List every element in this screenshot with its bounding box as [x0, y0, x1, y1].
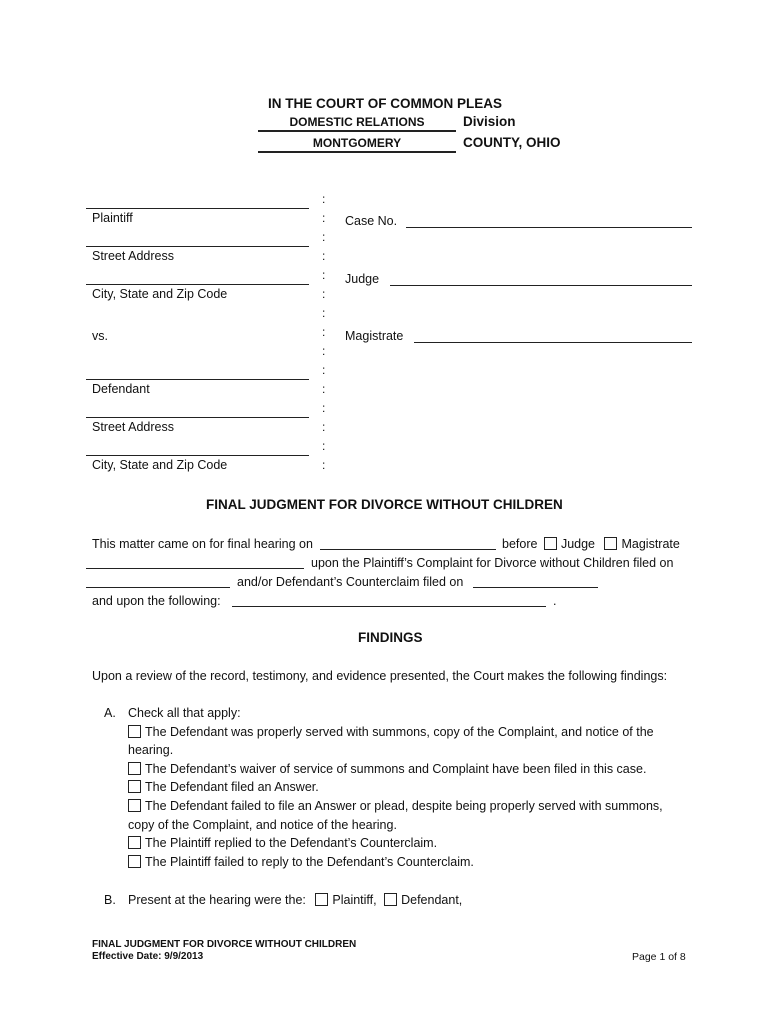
present-plaintiff-checkbox[interactable]	[315, 893, 328, 906]
finding-option-6	[128, 855, 474, 869]
division-label: Division	[463, 114, 516, 129]
caption-colon: :	[322, 230, 326, 244]
county-line	[258, 151, 456, 153]
hearing-text-3: and/or Defendant’s Counterclaim filed on	[237, 575, 464, 589]
item-b-text: Present at the hearing were the:	[128, 893, 306, 907]
footer-title: FINAL JUDGMENT FOR DIVORCE WITHOUT CHILDREN	[92, 939, 357, 950]
item-b-row	[128, 893, 462, 907]
caption-colon: :	[322, 458, 326, 472]
county-label: COUNTY, OHIO	[463, 135, 561, 150]
street2-line[interactable]	[86, 417, 309, 418]
option-2-label: The Defendant’s waiver of service of summons and Complaint have been filed in this case.	[145, 762, 647, 776]
magistrate-checkbox[interactable]	[604, 537, 617, 550]
counterclaim-date-field[interactable]	[473, 587, 598, 588]
street1-label: Street Address	[92, 249, 174, 263]
defendant-line[interactable]	[86, 379, 309, 380]
option-6-label: The Plaintiff failed to reply to the Defendant’s Counterclaim.	[145, 855, 474, 869]
caption-colon: :	[322, 192, 326, 206]
option-1-continuation: hearing.	[128, 743, 174, 757]
page-number: Page 1 of 8	[632, 951, 686, 963]
caption-colon: :	[322, 211, 326, 225]
street1-line[interactable]	[86, 246, 309, 247]
magistrate-field[interactable]	[414, 342, 692, 343]
caption-colon: :	[322, 382, 326, 396]
plaintiff-line[interactable]	[86, 208, 309, 209]
case-no-field[interactable]	[406, 227, 692, 228]
city2-line[interactable]	[86, 455, 309, 456]
judge-label: Judge	[345, 272, 380, 286]
plaintiff-label: Plaintiff	[92, 211, 133, 225]
judge-field[interactable]	[390, 285, 692, 286]
findings-heading: FINDINGS	[358, 630, 423, 645]
caption-colon: :	[322, 344, 326, 358]
option-4-continuation: copy of the Complaint, and notice of the hearing.	[128, 818, 397, 832]
option-5-label: The Plaintiff replied to the Defendant’s Counterclaim.	[145, 836, 438, 850]
street2-label: Street Address	[92, 420, 174, 434]
item-a-label: A.	[104, 706, 116, 720]
option-4-label: The Defendant failed to file an Answer or plead, despite being properly served with summons,	[145, 799, 663, 813]
present-defendant-checkbox[interactable]	[384, 893, 397, 906]
option-4-checkbox[interactable]	[128, 799, 141, 812]
caption-colon: :	[322, 325, 326, 339]
division-value: DOMESTIC RELATIONS	[289, 115, 425, 129]
caption-colon: :	[322, 249, 326, 263]
item-a-text: Check all that apply:	[128, 706, 241, 720]
findings-intro: Upon a review of the record, testimony, and evidence presented, the Court makes the following findings:	[92, 669, 668, 683]
magistrate-option-label: Magistrate	[621, 537, 680, 551]
defendant-label: Defendant	[92, 382, 150, 396]
hearing-text-4: and upon the following:	[92, 594, 221, 608]
city1-line[interactable]	[86, 284, 309, 285]
caption-colon: :	[322, 401, 326, 415]
option-3-label: The Defendant filed an Answer.	[145, 780, 319, 794]
hearing-field-2[interactable]	[86, 568, 304, 569]
hearing-before	[502, 537, 680, 551]
option-1-checkbox[interactable]	[128, 725, 141, 738]
option-2-checkbox[interactable]	[128, 762, 141, 775]
division-line	[258, 130, 456, 132]
caption-colon: :	[322, 306, 326, 320]
magistrate-label: Magistrate	[345, 329, 404, 343]
item-b-label: B.	[104, 893, 116, 907]
judge-checkbox[interactable]	[544, 537, 557, 550]
city2-label: City, State and Zip Code	[92, 458, 228, 472]
finding-option-3	[128, 780, 319, 794]
present-defendant-label: Defendant,	[401, 893, 463, 907]
option-3-checkbox[interactable]	[128, 780, 141, 793]
caption-colon: :	[322, 363, 326, 377]
option-5-checkbox[interactable]	[128, 836, 141, 849]
finding-option-5	[128, 836, 437, 850]
present-plaintiff-label: Plaintiff,	[332, 893, 377, 907]
hearing-date-field[interactable]	[320, 549, 496, 550]
court-title: IN THE COURT OF COMMON PLEAS	[268, 96, 502, 111]
case-no-label: Case No.	[345, 214, 398, 228]
caption-colon: :	[322, 439, 326, 453]
judge-option-label: Judge	[560, 537, 595, 551]
complaint-date-field[interactable]	[86, 587, 230, 588]
vs-label: vs.	[92, 329, 108, 343]
option-6-checkbox[interactable]	[128, 855, 141, 868]
period: .	[553, 594, 557, 608]
footer-effective-date: Effective Date: 9/9/2013	[92, 951, 204, 962]
document-title: FINAL JUDGMENT FOR DIVORCE WITHOUT CHILDREN	[206, 497, 563, 512]
before-label: before	[502, 537, 538, 551]
hearing-text-2: upon the Plaintiff’s Complaint for Divorce without Children filed on	[311, 556, 674, 570]
county-value: MONTGOMERY	[312, 136, 402, 150]
hearing-text-1: This matter came on for final hearing on	[92, 537, 313, 551]
finding-option-4	[128, 799, 663, 813]
caption-colon: :	[322, 287, 326, 301]
following-field[interactable]	[232, 606, 546, 607]
finding-option-2	[128, 762, 646, 776]
caption-colon: :	[322, 268, 326, 282]
option-1-label: The Defendant was properly served with summons, copy of the Complaint, and notice of the	[145, 725, 654, 739]
caption-colon: :	[322, 420, 326, 434]
city1-label: City, State and Zip Code	[92, 287, 228, 301]
finding-option-1	[128, 725, 654, 739]
